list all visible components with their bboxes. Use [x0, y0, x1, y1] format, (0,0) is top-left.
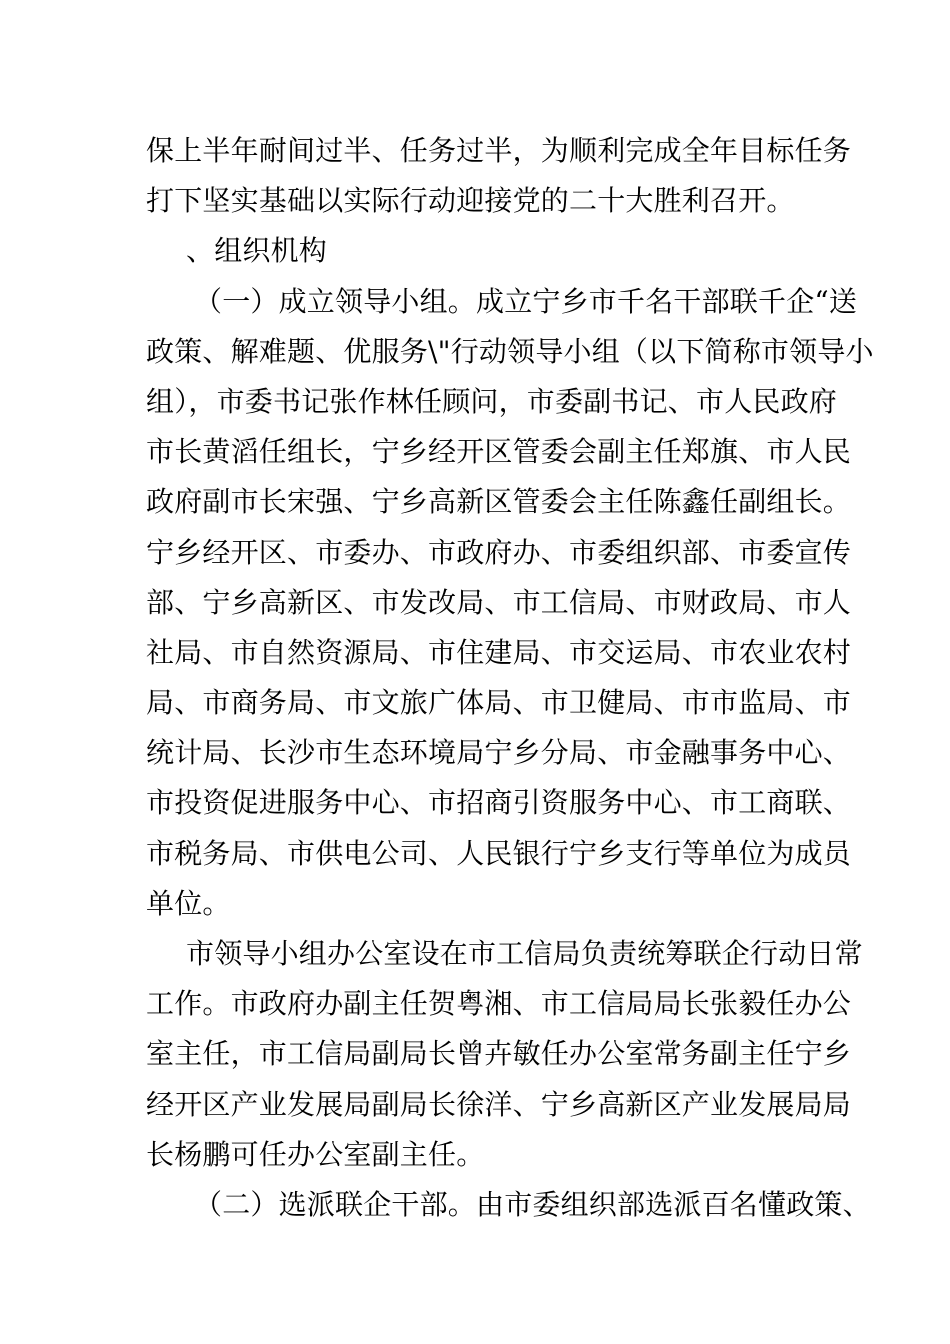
text-line-13: 统计局、长沙市生态环境局宁乡分局、市金融事务中心、 — [146, 736, 852, 770]
text-line-15: 市税务局、市供电公司、人民银行宁乡支行等单位为成员 — [146, 836, 852, 870]
text-line-21: 长杨鹏可任办公室副主任。 — [146, 1137, 485, 1171]
text-line-20: 经开区产业发展局副局长徐洋、宁乡高新区产业发展局局 — [146, 1087, 852, 1121]
text-line-6: 组），市委书记张作林任顾问，市委副书记、市人民政府 — [146, 384, 838, 418]
text-line-1: 保上半年耐间过半、任务过半，为顺利完成全年目标任务 — [146, 134, 852, 167]
text-line-7: 市长黄滔任组长，宁乡经开区管委会副主任郑旗、市人民 — [146, 435, 852, 469]
text-line-22: （二）选派联企干部。由市委组织部选派百名懂政策、 — [194, 1187, 871, 1221]
text-line-17: 市领导小组办公室设在市工信局负责统筹联企行动日常 — [186, 937, 863, 970]
text-line-4: （一）成立领导小组。成立宁乡市千名干部联千企“送 — [194, 284, 858, 318]
text-line-10: 部、宁乡高新区、市发改局、市工信局、市财政局、市人 — [146, 585, 852, 619]
text-line-16: 单位。 — [146, 886, 231, 920]
section-heading-organization: 、组织机构 — [186, 234, 328, 268]
text-line-12: 局、市商务局、市文旅广体局、市卫健局、市市监局、市 — [146, 686, 852, 720]
text-line-8: 政府副市长宋强、宁乡高新区管委会主任陈鑫任副组长。 — [146, 485, 852, 519]
text-line-9: 宁乡经开区、市委办、市政府办、市委组织部、市委宣传 — [146, 535, 852, 569]
text-line-19: 室主任，市工信局副局长曾卉敏任办公室常务副主任宁乡 — [146, 1037, 852, 1071]
text-line-11: 社局、市自然资源局、市住建局、市交运局、市农业农村 — [146, 635, 852, 669]
body-text — [146, 126, 874, 1230]
text-line-14: 市投资促进服务中心、市招商引资服务中心、市工商联、 — [146, 786, 852, 820]
text-line-5: 政策、解难题、优服务\"行动领导小组（以下简称市领导小 — [146, 334, 874, 368]
text-line-18: 工作。市政府办副主任贺粤湘、市工信局局长张毅任办公 — [146, 987, 852, 1021]
text-line-2: 打下坚实基础以实际行动迎接党的二十大胜利召开。 — [146, 184, 795, 218]
